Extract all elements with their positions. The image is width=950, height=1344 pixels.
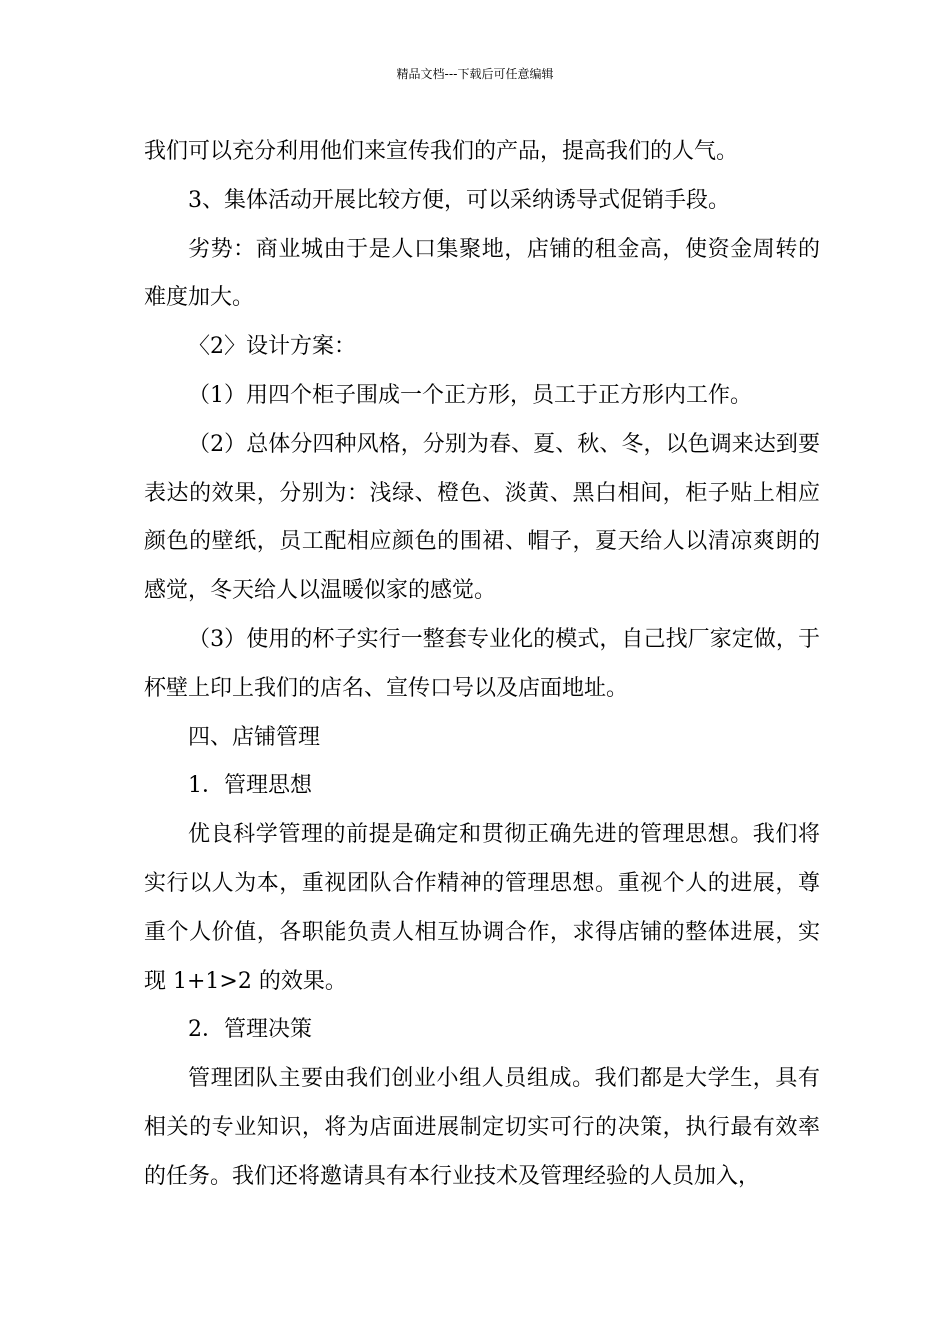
section-heading: 四、店铺管理 [188,724,321,750]
section-heading: 〈2〉设计方案： [188,334,356,360]
subsection-heading: 2．管理决策 [188,1017,312,1043]
subsection-heading: 1．管理思想 [188,773,312,799]
page-header: 精品文档---下载后可任意编辑 [396,67,554,81]
paragraph: （2）总体分四种风格，分别为春、夏、秋、冬，以色调来达到要表达的效果，分别为：浅绿、橙色、淡黄、黑白相间，柜子贴上相应颜色的壁纸，员工配相应颜色的围裙、帽子，夏天给人以清凉爽朗的感觉，冬天给人以温暖似家的感觉。 [144,431,820,604]
document-body [144,128,820,1202]
paragraph: （1）用四个柜子围成一个正方形，员工于正方形内工作。 [188,382,752,408]
paragraph: 管理团队主要由我们创业小组人员组成。我们都是大学生，具有相关的专业知识，将为店面进展制定切实可行的决策，执行最有效率的任务。我们还将邀请具有本行业技术及管理经验的人员加入， [144,1066,820,1189]
paragraph: 劣势：商业城由于是人口集聚地，店铺的租金高，使资金周转的难度加大。 [144,236,820,311]
paragraph: 优良科学管理的前提是确定和贯彻正确先进的管理思想。我们将实行以人为本，重视团队合作精神的管理思想。重视个人的进展，尊重个人价值，各职能负责人相互协调合作，求得店铺的整体进展，实现 1+1>2 的效果。 [144,822,820,994]
paragraph: 我们可以充分利用他们来宣传我们的产品，提高我们的人气。 [144,139,739,164]
paragraph: 3、集体活动开展比较方便，可以采纳诱导式促销手段。 [188,187,730,213]
paragraph: （3）使用的杯子实行一整套专业化的模式，自己找厂家定做，于杯壁上印上我们的店名、宣传口号以及店面地址。 [144,626,820,701]
